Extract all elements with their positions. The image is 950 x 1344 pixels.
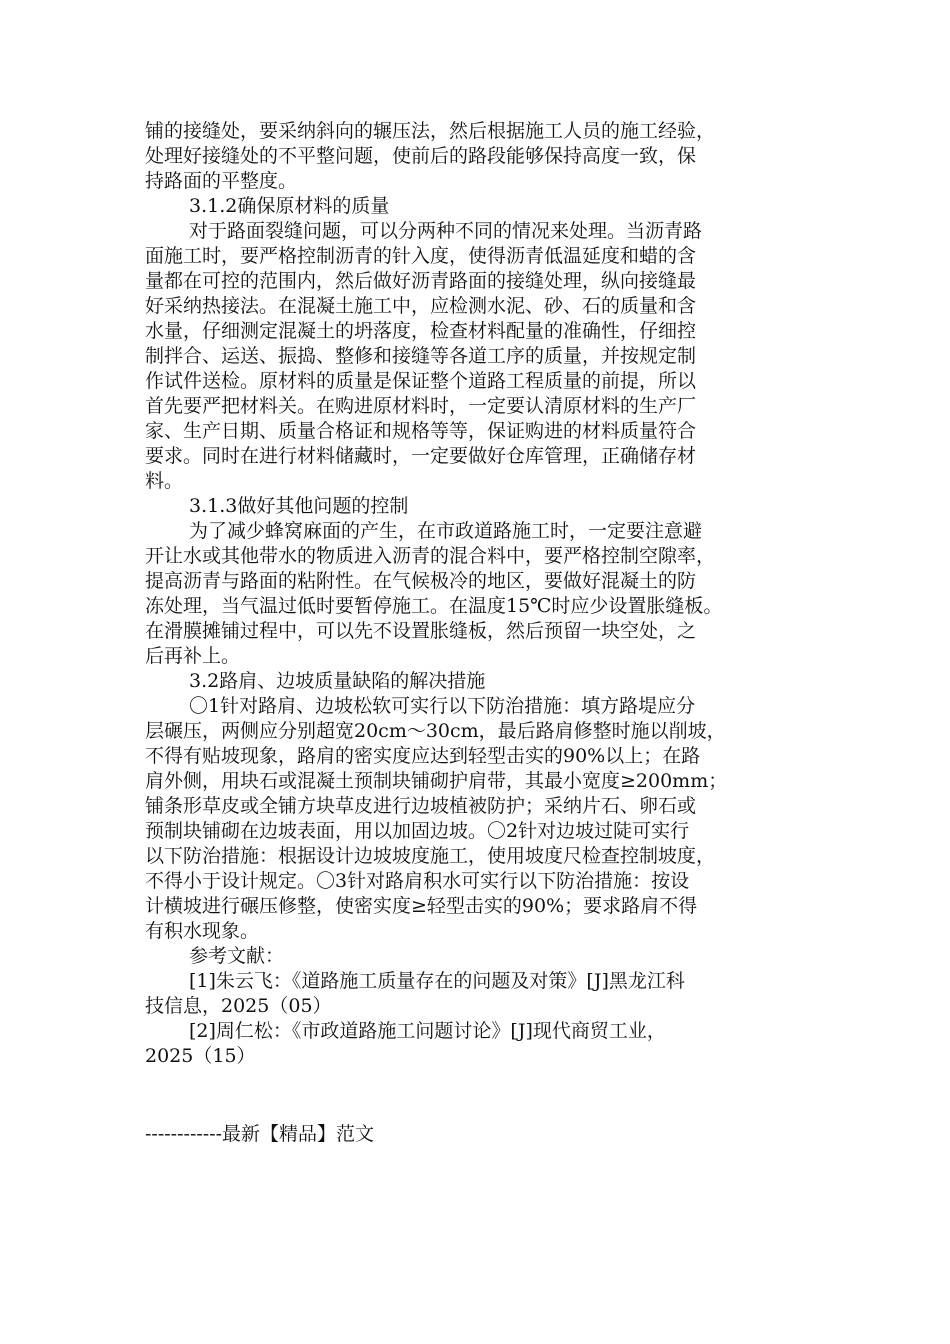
text-line: 首先要严把材料关。在购进原材料时，一定要认清原材料的生产厂 [145,395,697,417]
text-line: 面施工时，要严格控制沥青的针入度，使得沥青低温延度和蜡的含 [145,245,697,267]
footer-label: ------------最新【精品】范文 [145,1123,375,1145]
text-line: 要求。同时在进行材料储藏时，一定要做好仓库管理，正确储存材 [145,445,697,467]
text-line: 量都在可控的范围内，然后做好沥青路面的接缝处理，纵向接缝最 [145,270,697,292]
text-line: 家、生产日期、质量合格证和规格等等，保证购进的材料质量符合 [145,420,697,442]
text-line: 不得有贴坡现象，路肩的密实度应达到轻型击实的90%以上；在路 [145,745,701,767]
reference-entry-cont: 技信息，2025（05） [145,995,332,1017]
section-heading-3-1-2: 3.1.2确保原材料的质量 [189,195,390,217]
document-body [145,119,805,1069]
text-line: 〇1针对路肩、边坡松软可实行以下防治措施：填方路堤应分 [189,695,696,717]
text-line: 在滑膜摊铺过程中，可以先不设置胀缝板，然后预留一块空处，之 [145,620,697,642]
text-line: 后再补上。 [145,645,241,667]
text-line: 料。 [145,470,184,492]
text-line: 不得小于设计规定。〇3针对路肩积水可实行以下防治措施：按设 [145,870,690,892]
references-heading: 参考文献： [189,945,285,967]
text-line: 有积水现象。 [145,920,260,942]
text-line: 计横坡进行碾压修整，使密实度≥轻型击实的90%；要求路肩不得 [145,895,698,917]
text-line: 以下防治措施：根据设计边坡坡度施工，使用坡度尺检查控制坡度， [145,845,716,867]
text-line: 提高沥青与路面的粘附性。在气候极冷的地区，要做好混凝土的防 [145,570,697,592]
text-line: 开让水或其他带水的物质进入沥青的混合料中，要严格控制空隙率， [145,545,716,567]
reference-entry-cont: 2025（15） [145,1045,256,1067]
text-line: 为了减少蜂窝麻面的产生，在市政道路施工时，一定要注意避 [189,520,703,542]
section-heading-3-2: 3.2路肩、边坡质量缺陷的解决措施 [189,670,486,692]
text-line: 持路面的平整度。 [145,170,298,192]
reference-entry: [2]周仁松：《市政道路施工问题讨论》[J]现代商贸工业， [189,1020,666,1042]
text-line: 冻处理，当气温过低时要暂停施工。在温度15℃时应少设置胀缝板。 [145,595,723,617]
text-line: 预制块铺砌在边坡表面，用以加固边坡。〇2针对边坡过陡可实行 [145,820,690,842]
reference-entry: [1]朱云飞：《道路施工质量存在的问题及对策》[J]黑龙江科 [189,970,685,992]
text-line: 层碾压，两侧应分别超宽20cm～30cm，最后路肩修整时施以削坡， [145,720,726,742]
text-line: 铺条形草皮或全铺方块草皮进行边坡植被防护；采纳片石、卵石或 [145,795,697,817]
text-line: 对于路面裂缝问题，可以分两种不同的情况来处理。当沥青路 [189,220,703,242]
text-line: 好采纳热接法。在混凝土施工中，应检测水泥、砂、石的质量和含 [145,295,697,317]
text-line: 制拌合、运送、振捣、整修和接缝等各道工序的质量，并按规定制 [145,345,697,367]
text-line: 铺的接缝处，要采纳斜向的辗压法，然后根据施工人员的施工经验， [145,120,716,142]
text-line: 水量，仔细测定混凝土的坍落度，检查材料配量的准确性，仔细控 [145,320,697,342]
section-heading-3-1-3: 3.1.3做好其他问题的控制 [189,495,409,517]
text-line: 处理好接缝处的不平整问题，使前后的路段能够保持高度一致，保 [145,145,697,167]
text-line: 肩外侧，用块石或混凝土预制块铺砌护肩带，其最小宽度≥200mm； [145,770,728,792]
text-line: 作试件送检。原材料的质量是保证整个道路工程质量的前提，所以 [145,370,697,392]
